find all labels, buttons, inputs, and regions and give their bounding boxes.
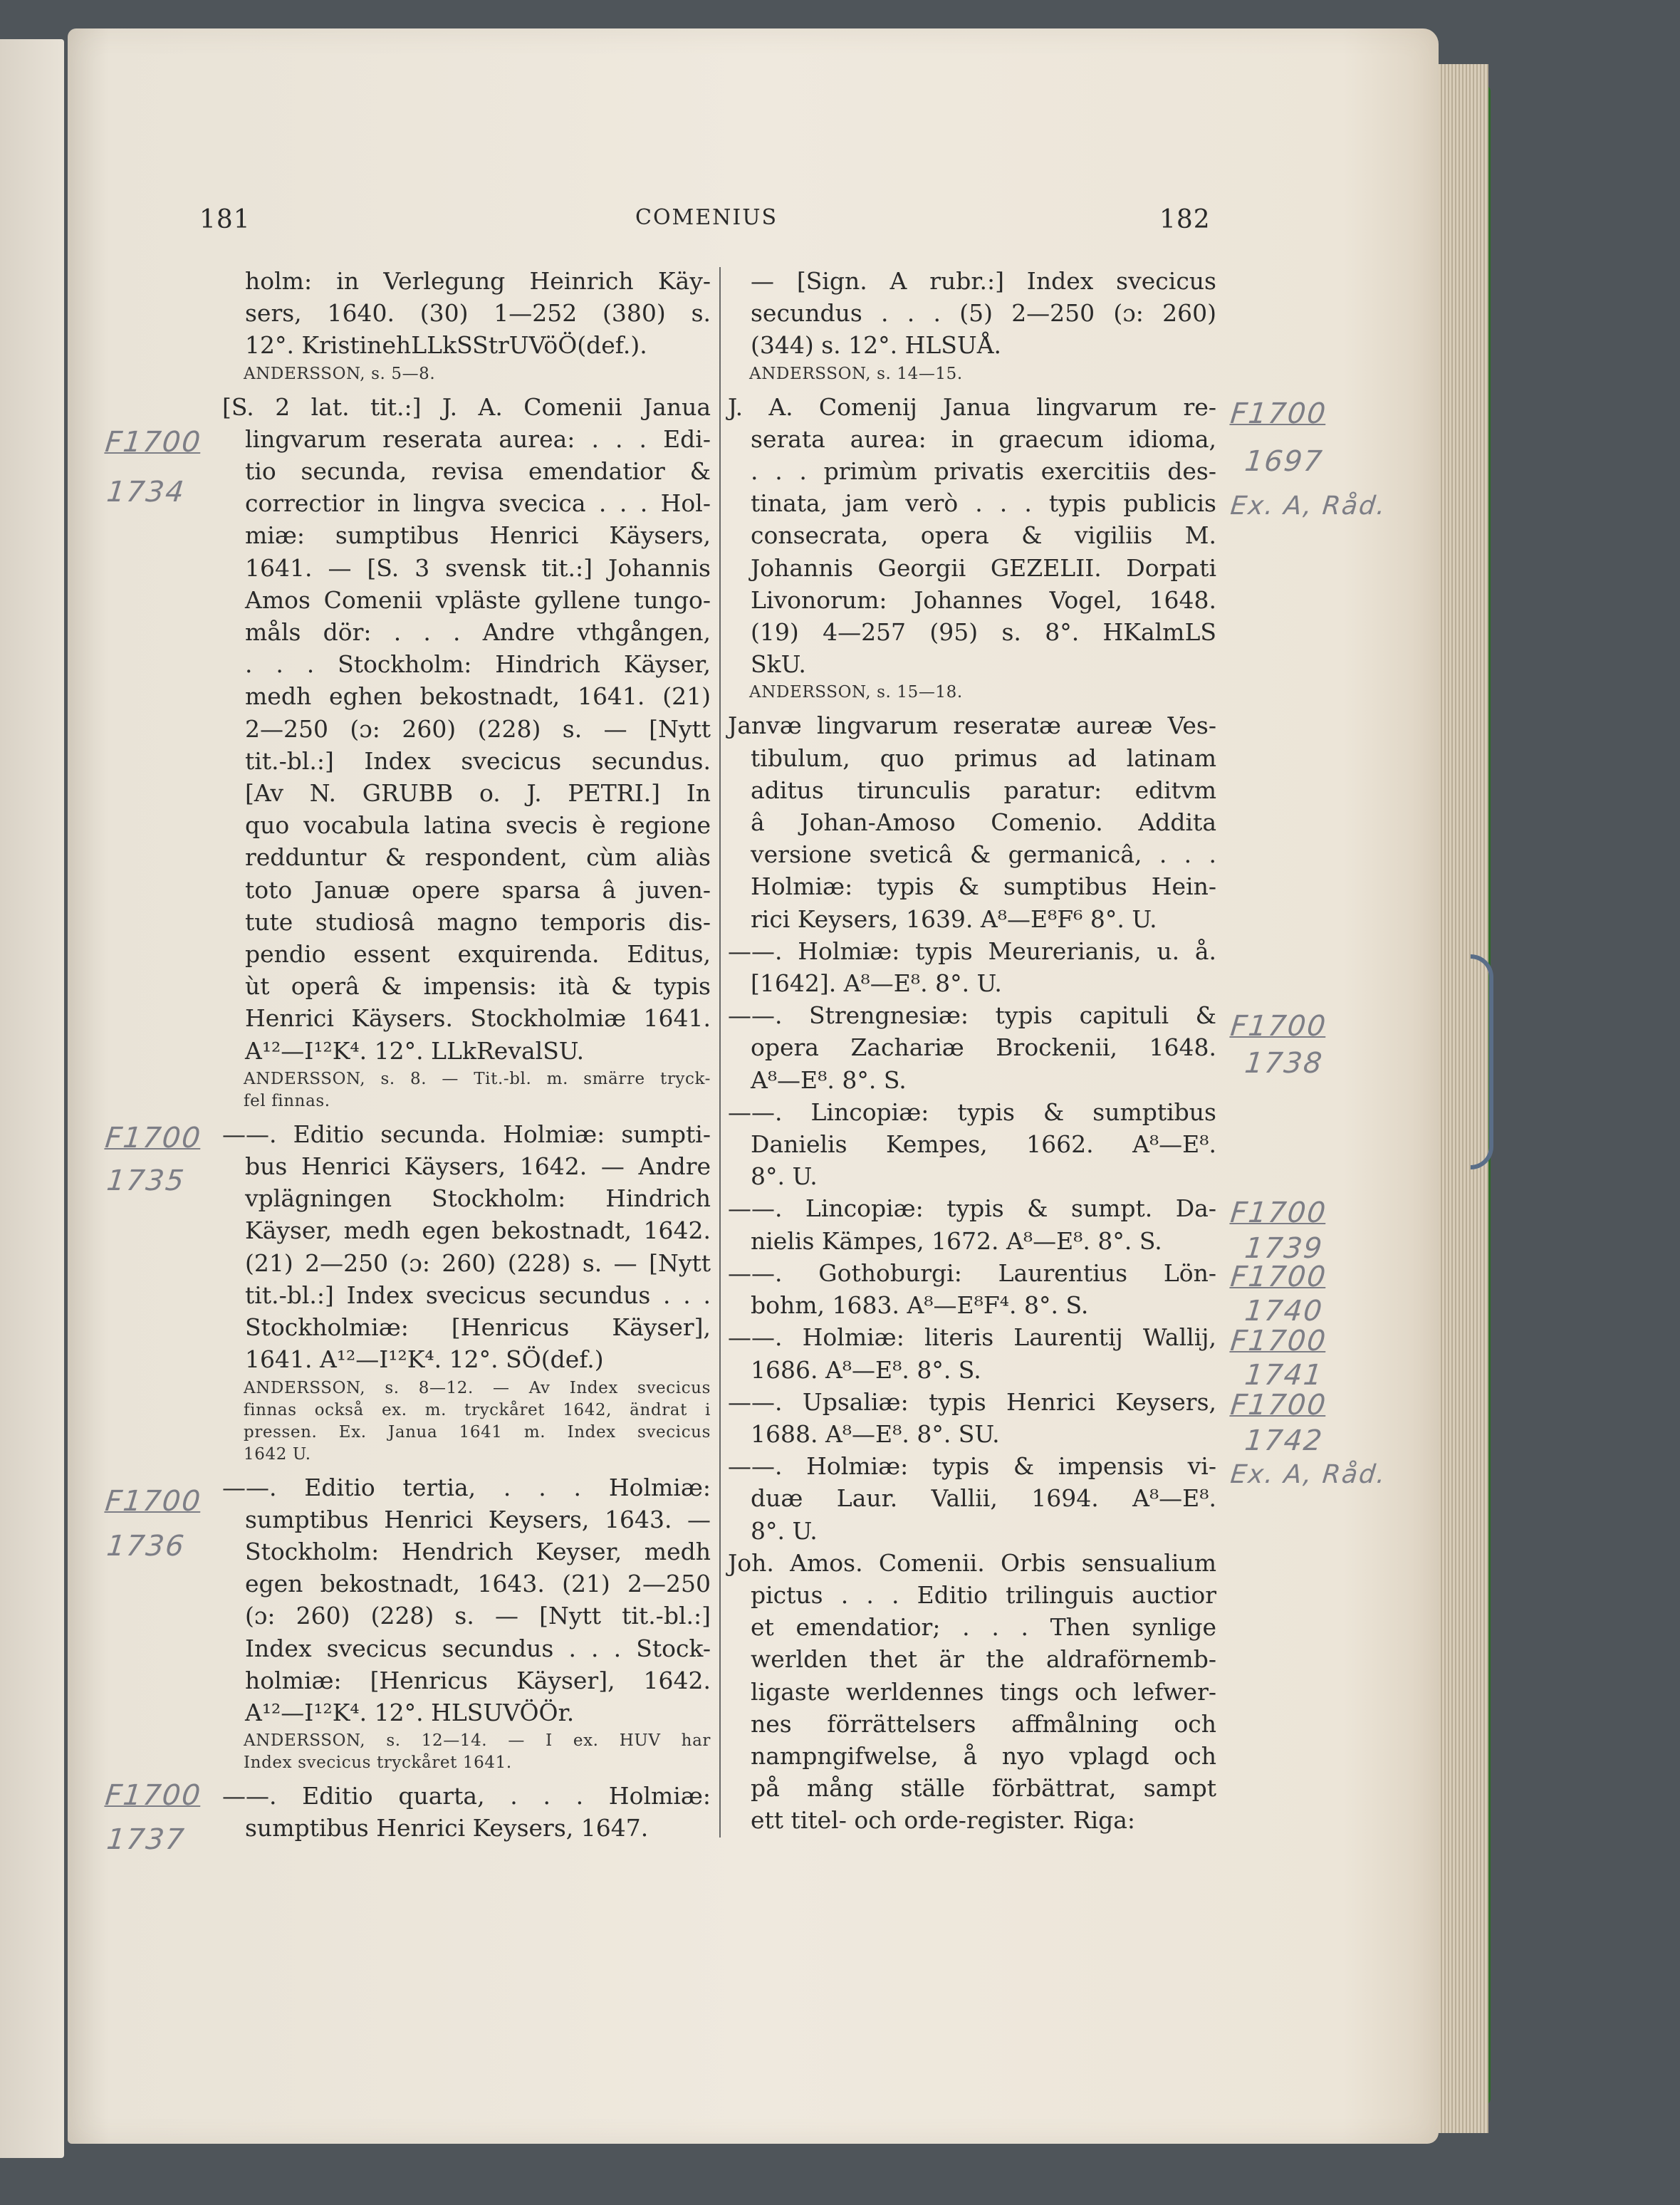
text-line: (344) s. 12°. HLSUÅ. — [751, 331, 1002, 360]
text-line: [1642]. A⁸—E⁸. 8°. U. — [751, 969, 1002, 998]
pencil-note: F1700 — [1228, 1325, 1329, 1357]
text-line: Livonorum: Johannes Vogel, 1648. — [751, 585, 1216, 614]
pencil-note: F1700 — [1228, 1389, 1329, 1422]
text-line: tute studiosâ magno temporis dis- — [245, 907, 711, 936]
note-line: ANDERSSON, s. 8. — Tit.-bl. m. smärre tryck- — [244, 1069, 711, 1088]
running-title: COMENIUS — [635, 205, 778, 230]
text-line: pendio essent exquirenda. Editus, — [245, 940, 711, 969]
text-line: tit.-bl.:] Index svecicus secundus. — [245, 746, 711, 775]
text-line: ùt operâ & impensis: ità & typis — [245, 972, 711, 1001]
entry — [728, 935, 1216, 999]
text-line: ——. Editio tertia, . . . Holmiæ: — [222, 1473, 711, 1501]
text-line: rici Keysers, 1639. A⁸—E⁸F⁶ 8°. U. — [751, 905, 1157, 933]
text-line: [S. 2 lat. tit.:] J. A. Comenii Janua — [222, 392, 711, 421]
text-line: Henrici Käysers. Stockholmiæ 1641. — [245, 1004, 711, 1033]
text-line: 2—250 (ɔ: 260) (228) s. — [Nytt — [245, 714, 711, 743]
pencil-note: F1700 — [103, 1485, 204, 1518]
text-line: Johannis Georgii GEZELII. Dorpati — [751, 553, 1216, 582]
text-line: Käyser, medh egen bekostnadt, 1642. — [245, 1216, 711, 1245]
text-line: serata aurea: in graecum idioma, — [751, 424, 1216, 453]
entry — [728, 1321, 1216, 1385]
text-line: [Av N. GRUBB o. J. PETRI.] In — [245, 779, 711, 808]
entry — [222, 1780, 711, 1844]
text-line: secundus . . . (5) 2—250 (ɔ: 260) — [751, 299, 1216, 328]
text-line: (ɔ: 260) (228) s. — [Nytt tit.-bl.:] — [245, 1602, 711, 1630]
pencil-note: 1738 — [1243, 1047, 1325, 1080]
text-line: nes förrättelsers affmålning och — [751, 1709, 1216, 1738]
pencil-note: F1700 — [1228, 397, 1329, 430]
text-line: ——. Holmiæ: literis Laurentij Wallij, — [728, 1323, 1216, 1352]
text-line: tinata, jam verò . . . typis publicis — [751, 489, 1216, 518]
text-line: medh eghen bekostnadt, 1641. (21) — [245, 682, 711, 711]
note-line: ANDERSSON, s. 8—12. — Av Index svecicus — [244, 1378, 711, 1397]
pencil-note: 1741 — [1243, 1359, 1325, 1392]
text-line: ——. Gothoburgi: Laurentius Lön- — [728, 1258, 1216, 1287]
note-line: ANDERSSON, s. 12—14. — I ex. HUV har — [244, 1731, 711, 1751]
text-line: Stockholmiæ: [Henricus Käyser], — [245, 1313, 711, 1342]
text-line: (19) 4—257 (95) s. 8°. HKalmLS — [751, 618, 1216, 647]
entry — [728, 709, 1216, 934]
text-line: sumptibus Henrici Keysers, 1643. — — [245, 1505, 711, 1533]
text-line: holm: in Verlegung Heinrich Käy- — [245, 267, 711, 295]
pencil-note: 1697 — [1243, 445, 1325, 478]
text-line: 1641. — [S. 3 svensk tit.:] Johannis — [245, 553, 711, 582]
text-line: 1686. A⁸—E⁸. 8°. S. — [751, 1355, 981, 1384]
text-line: ——. Strengnesiæ: typis capituli & — [728, 1001, 1216, 1030]
text-line: redduntur & respondent, cùm aliàs — [245, 843, 711, 872]
text-line: ——. Lincopiæ: typis & sumptibus — [728, 1098, 1216, 1126]
text-line: opera Zachariæ Brockenii, 1648. — [751, 1033, 1216, 1062]
pencil-note: 1736 — [105, 1530, 187, 1563]
note-line: ANDERSSON, s. 14—15. — [749, 364, 963, 383]
text-line: et emendatior; . . . Then synlige — [751, 1613, 1216, 1642]
text-line: Joh. Amos. Comenii. Orbis sensualium — [728, 1548, 1216, 1577]
note — [244, 1068, 711, 1112]
note-line: finnas också ex. m. tryckåret 1642, ändrat i — [244, 1400, 711, 1419]
text-line: Holmiæ: typis & sumptibus Hein- — [751, 872, 1216, 901]
bookmark-ribbon — [1471, 954, 1493, 1169]
text-line: A⁸—E⁸. 8°. S. — [751, 1065, 907, 1094]
pencil-note: F1700 — [103, 1122, 204, 1154]
pencil-note: F1700 — [103, 426, 204, 459]
text-line: versione sveticâ & germanicâ, . . . — [751, 840, 1216, 869]
pencil-note: 1742 — [1243, 1424, 1325, 1457]
entry — [728, 1096, 1216, 1193]
text-line: ——. Editio secunda. Holmiæ: sumpti- — [222, 1120, 711, 1148]
note-line: ANDERSSON, s. 5—8. — [244, 364, 436, 383]
text-line: ligaste werldennes tings och lefwer- — [751, 1677, 1216, 1706]
text-line: Danielis Kempes, 1662. A⁸—E⁸. — [751, 1130, 1216, 1159]
text-line: ——. Lincopiæ: typis & sumpt. Da- — [728, 1194, 1216, 1223]
text-line: bohm, 1683. A⁸—E⁸F⁴. 8°. S. — [751, 1291, 1089, 1320]
text-line: werlden thet är the aldraförnemb- — [751, 1645, 1216, 1674]
text-line: duæ Laur. Vallii, 1694. A⁸—E⁸. — [751, 1484, 1216, 1513]
text-line: Amos Comenii vpläste gyllene tungo- — [245, 585, 711, 614]
left-column — [222, 265, 711, 1845]
column-rule — [719, 267, 721, 1838]
note — [244, 1730, 711, 1774]
text-line: J. A. Comenij Janua lingvarum re- — [728, 392, 1216, 421]
entry — [728, 999, 1216, 1096]
text-line: ——. Upsaliæ: typis Henrici Keysers, — [728, 1387, 1216, 1416]
text-line: . . . primùm privatis exercitiis des- — [751, 457, 1216, 486]
text-line: tio secunda, revisa emendatior & — [245, 457, 711, 486]
text-line: lingvarum reserata aurea: . . . Edi- — [245, 424, 711, 453]
text-line: — [Sign. A rubr.:] Index svecicus — [751, 267, 1216, 295]
note-line: 1642 U. — [244, 1444, 311, 1464]
text-line: tit.-bl.:] Index svecicus secundus . . . — [245, 1281, 711, 1309]
text-line: Stockholm: Hendrich Keyser, medh — [245, 1537, 711, 1565]
entry — [728, 1192, 1216, 1256]
text-line: . . . Stockholm: Hindrich Käyser, — [245, 650, 711, 679]
text-line: SkU. — [751, 650, 806, 679]
text-line: miæ: sumptibus Henrici Käysers, — [245, 521, 711, 550]
text-line: Janvæ lingvarum reseratæ aureæ Ves- — [728, 711, 1216, 740]
text-line: consecrata, opera & vigiliis M. — [751, 521, 1216, 550]
text-line: (21) 2—250 (ɔ: 260) (228) s. — [Nytt — [245, 1249, 711, 1277]
text-line: 8°. U. — [751, 1162, 818, 1191]
text-line: 1688. A⁸—E⁸. 8°. SU. — [751, 1419, 1000, 1448]
text-line: 1641. A¹²—I¹²K⁴. 12°. SÖ(def.) — [245, 1345, 604, 1374]
text-line: måls dör: . . . Andre vthgången, — [245, 618, 711, 647]
text-line: ——. Holmiæ: typis Meurerianis, u. å. — [728, 937, 1216, 965]
entry — [235, 265, 711, 362]
pencil-note: F1700 — [1228, 1261, 1329, 1293]
note-line: Index svecicus tryckåret 1641. — [244, 1753, 512, 1773]
entry — [222, 1471, 711, 1729]
page-number-right: 182 — [1159, 205, 1211, 234]
text-line: egen bekostnadt, 1643. (21) 2—250 — [245, 1570, 711, 1598]
text-line: vplägningen Stockholm: Hindrich — [245, 1184, 711, 1213]
text-line: bus Henrici Käysers, 1642. — Andre — [245, 1152, 711, 1181]
note-line: ANDERSSON, s. 15—18. — [749, 683, 963, 702]
text-line: A¹²—I¹²K⁴. 12°. LLkRevalSU. — [245, 1036, 585, 1065]
text-line: sumptibus Henrici Keysers, 1647. — [245, 1814, 649, 1842]
pencil-note: F1700 — [1228, 1197, 1329, 1229]
pencil-note: Ex. A, Råd. — [1228, 491, 1388, 521]
text-line: pictus . . . Editio trilinguis auctior — [751, 1580, 1216, 1609]
text-line: tibulum, quo primus ad latinam — [751, 744, 1216, 772]
pencil-note: 1735 — [105, 1164, 187, 1197]
page-number-left: 181 — [199, 205, 251, 234]
pencil-note: 1737 — [105, 1823, 187, 1856]
pencil-note: F1700 — [103, 1779, 204, 1812]
pencil-note: 1740 — [1243, 1295, 1325, 1328]
text-line: quo vocabula latina svecis è regione — [245, 811, 711, 840]
text-line: ——. Editio quarta, . . . Holmiæ: — [222, 1782, 711, 1810]
pencil-note: 1739 — [1243, 1232, 1325, 1265]
text-line: ——. Holmiæ: typis & impensis vi- — [728, 1452, 1216, 1481]
text-line: 12°. KristinehLLkSStrUVöÖ(def.). — [245, 331, 647, 360]
text-line: A¹²—I¹²K⁴. 12°. HLSUVÖÖr. — [245, 1698, 575, 1726]
pencil-note: Ex. A, Råd. — [1228, 1460, 1388, 1489]
pencil-note: 1734 — [105, 476, 187, 509]
text-line: 8°. U. — [751, 1516, 818, 1545]
right-column — [728, 265, 1216, 1837]
entry — [741, 265, 1216, 362]
text-line: ett titel- och orde-register. Riga: — [751, 1806, 1136, 1835]
text-line: sers, 1640. (30) 1—252 (380) s. — [245, 299, 711, 328]
text-line: holmiæ: [Henricus Käyser], 1642. — [245, 1666, 711, 1694]
entry — [728, 1547, 1216, 1837]
text-line: toto Januæ opere sparsa â juven- — [245, 875, 711, 904]
left-page-edge — [0, 39, 64, 2158]
text-line: Index svecicus secundus . . . Stock- — [245, 1634, 711, 1662]
note-line: fel finnas. — [244, 1091, 330, 1110]
entry — [728, 1386, 1216, 1450]
entry — [728, 1450, 1216, 1547]
entry — [728, 391, 1216, 681]
text-line: på mång ställe förbättrat, sampt — [751, 1774, 1216, 1803]
note — [749, 682, 1216, 704]
note — [244, 363, 711, 385]
pencil-note: F1700 — [1228, 1010, 1329, 1043]
entry — [222, 1118, 711, 1376]
text-line: nampngifwelse, å nyo vplagd och — [751, 1741, 1216, 1770]
note — [749, 363, 1216, 385]
text-line: correctior in lingva svecica . . . Hol- — [245, 489, 711, 518]
note-line: pressen. Ex. Janua 1641 m. Index svecicus — [244, 1422, 711, 1442]
note — [244, 1377, 711, 1466]
text-line: nielis Kämpes, 1672. A⁸—E⁸. 8°. S. — [751, 1226, 1162, 1255]
entry — [222, 391, 711, 1067]
entry — [728, 1257, 1216, 1321]
text-line: â Johan-Amoso Comenio. Addita — [751, 808, 1216, 837]
text-line: aditus tirunculis paratur: editvm — [751, 776, 1216, 804]
